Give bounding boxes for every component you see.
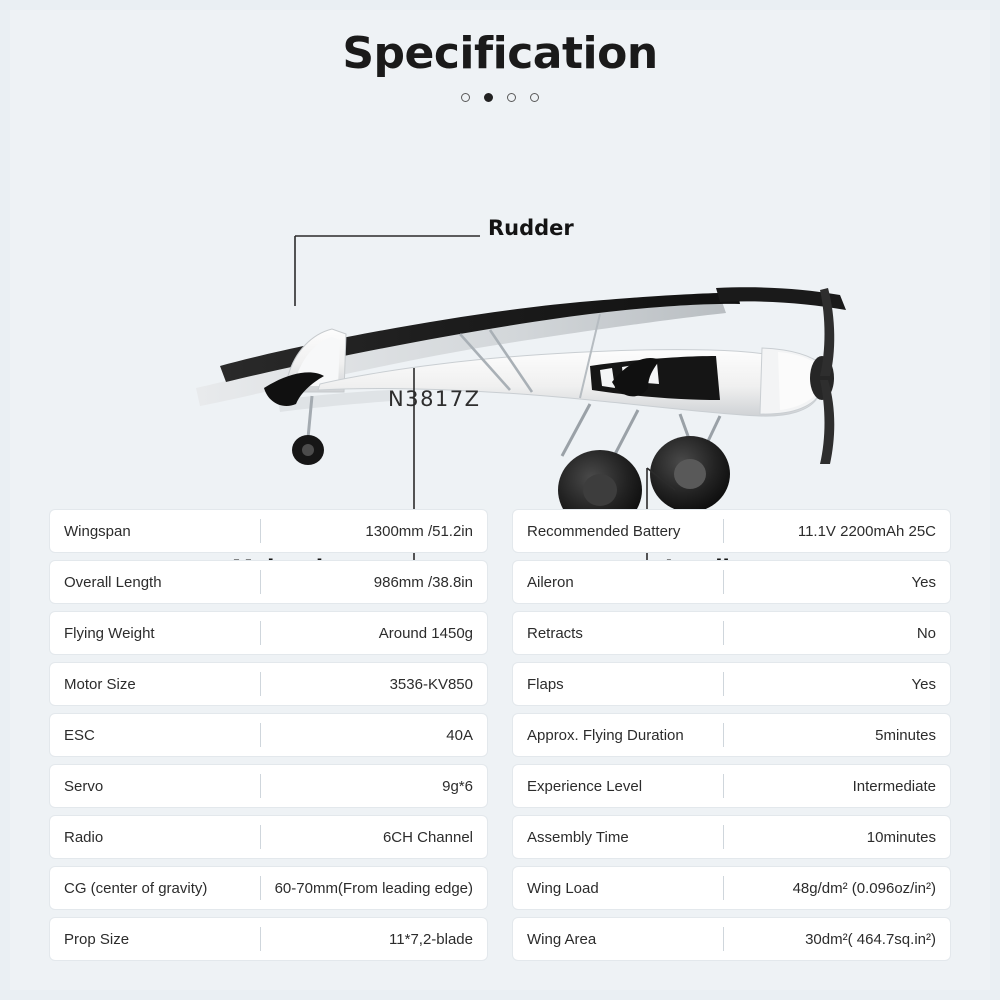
spec-key: Overall Length: [64, 573, 162, 591]
spec-value: 10minutes: [866, 828, 936, 846]
spec-value: Around 1450g: [378, 624, 473, 642]
spec-key: Recommended Battery: [527, 522, 681, 540]
spec-key: Approx. Flying Duration: [527, 726, 684, 744]
table-row: [50, 561, 487, 603]
spec-value: Yes: [911, 675, 936, 693]
spec-key: Prop Size: [64, 930, 130, 948]
table-row: [513, 918, 950, 960]
table-row: [513, 510, 950, 552]
table-row: [513, 663, 950, 705]
table-row: [50, 663, 487, 705]
spec-value: 11*7,2-blade: [389, 930, 473, 948]
specifications-tables: [50, 510, 950, 960]
table-row: [513, 612, 950, 654]
spec-value: 11.1V 2200mAh 25C: [797, 522, 936, 540]
spec-key: Motor Size: [64, 675, 136, 693]
dot-1[interactable]: [461, 93, 470, 102]
spec-key: ESC: [64, 726, 95, 744]
table-row: [50, 612, 487, 654]
spec-value: 40A: [446, 726, 473, 744]
table-row: [50, 714, 487, 756]
table-row: [513, 561, 950, 603]
spec-key: Assembly Time: [527, 828, 629, 846]
table-row: [513, 765, 950, 807]
spec-column-right: [513, 510, 950, 960]
spec-value: Yes: [911, 573, 936, 591]
spec-value: Intermediate: [852, 777, 936, 795]
spec-key: Flaps: [527, 675, 564, 693]
page-title: Specification: [342, 28, 658, 79]
spec-key: Aileron: [527, 573, 574, 591]
spec-key: Wingspan: [64, 522, 131, 540]
aircraft-illustration: [160, 138, 880, 528]
spec-value: 60-70mm(From leading edge): [274, 879, 473, 897]
spec-value: 9g*6: [442, 777, 473, 795]
spec-key: Retracts: [527, 624, 583, 642]
spec-column-left: [50, 510, 487, 960]
dot-4[interactable]: [530, 93, 539, 102]
spec-value: 5minutes: [875, 726, 936, 744]
spec-key: Servo: [64, 777, 104, 795]
table-row: [50, 816, 487, 858]
page-content: [10, 10, 990, 990]
spec-value: 6CH Channel: [382, 828, 473, 846]
table-row: [513, 714, 950, 756]
spec-key: Flying Weight: [64, 624, 155, 642]
spec-key: Radio: [64, 828, 104, 846]
svg-text:N3817Z: N3817Z: [388, 387, 481, 411]
table-row: [50, 918, 487, 960]
spec-value: 1300mm /51.2in: [365, 522, 473, 540]
spec-key: Wing Load: [527, 879, 599, 897]
product-hero: [10, 108, 990, 498]
spec-value: 3536-KV850: [389, 675, 473, 693]
carousel-dots[interactable]: [10, 93, 990, 102]
table-row: [50, 510, 487, 552]
spec-value: No: [916, 624, 936, 642]
table-row: [513, 867, 950, 909]
spec-value: 48g/dm² (0.096oz/in²): [792, 879, 936, 897]
spec-value: 986mm /38.8in: [373, 573, 473, 591]
dot-3[interactable]: [507, 93, 516, 102]
spec-key: CG (center of gravity): [64, 879, 208, 897]
spec-key: Experience Level: [527, 777, 643, 795]
spec-key: Wing Area: [527, 930, 597, 948]
table-row: [513, 816, 950, 858]
callout-label-rudder: Rudder: [488, 216, 574, 240]
table-row: [50, 765, 487, 807]
dot-2[interactable]: [484, 93, 493, 102]
spec-value: 30dm²( 464.7sq.in²): [805, 930, 936, 948]
table-row: [50, 867, 487, 909]
